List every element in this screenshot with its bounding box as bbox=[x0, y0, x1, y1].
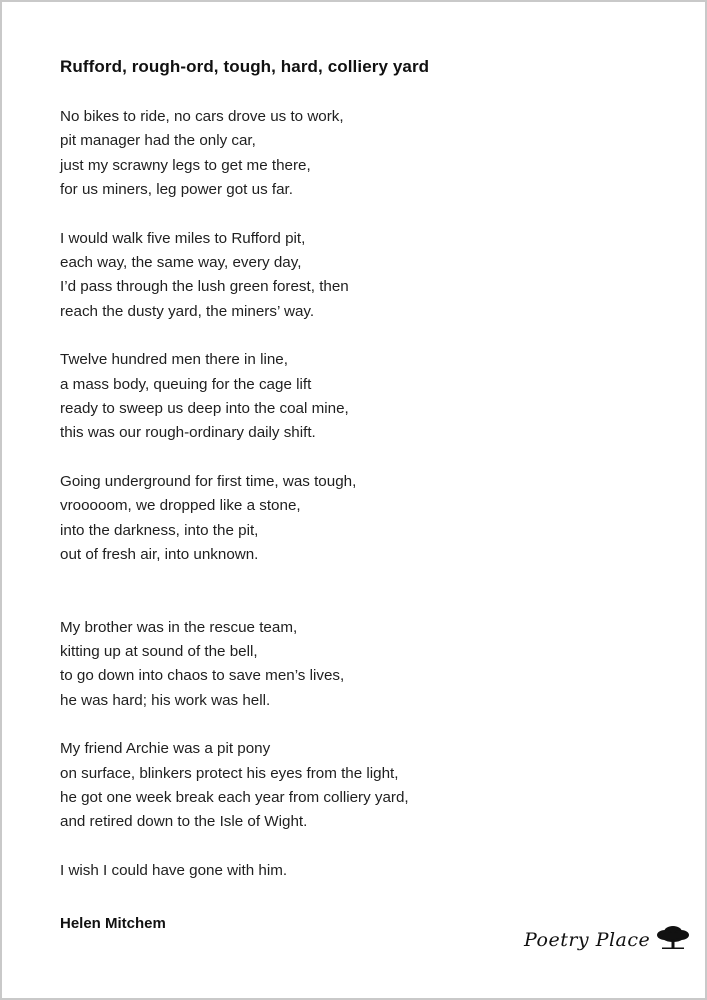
poem-line: reach the dusty yard, the miners’ way. bbox=[60, 302, 315, 320]
poem-line: each way, the same way, every day, bbox=[60, 254, 302, 272]
poem-line: Twelve hundred men there in line, bbox=[60, 351, 288, 369]
poem-line: I would walk five miles to Rufford pit, bbox=[60, 229, 306, 247]
poem-line: ready to sweep us deep into the coal mine, bbox=[60, 400, 349, 418]
poem-line: into the darkness, into the pit, bbox=[60, 521, 259, 539]
stanza bbox=[60, 348, 660, 446]
poem-line: just my scrawny legs to get me there, bbox=[60, 156, 311, 174]
poem-line: he got one week break each year from colliery yard, bbox=[60, 788, 409, 806]
poem-line: I wish I could have gone with him. bbox=[60, 861, 288, 879]
stanza bbox=[60, 470, 660, 568]
poem-line: he was hard; his work was hell. bbox=[60, 691, 271, 709]
poem-line: for us miners, leg power got us far. bbox=[60, 181, 293, 199]
poem-line: Going underground for first time, was tough, bbox=[60, 472, 357, 490]
poem-line: pit manager had the only car, bbox=[60, 132, 256, 150]
stanza bbox=[60, 737, 660, 835]
tree-icon bbox=[656, 924, 690, 955]
poem-line: on surface, blinkers protect his eyes from the light, bbox=[60, 764, 399, 782]
poem-body bbox=[60, 105, 660, 907]
poem-line: My brother was in the rescue team, bbox=[60, 618, 298, 636]
poem-line: I’d pass through the lush green forest, then bbox=[60, 278, 349, 296]
poetry-place-logo bbox=[524, 924, 690, 955]
poem-line: vrooooom, we dropped like a stone, bbox=[60, 497, 301, 515]
poem-line: to go down into chaos to save men’s lives, bbox=[60, 667, 345, 685]
poem-line: a mass body, queuing for the cage lift bbox=[60, 375, 312, 393]
stanza bbox=[60, 616, 660, 714]
poem-line: kitting up at sound of the bell, bbox=[60, 642, 258, 660]
poem-line: out of fresh air, into unknown. bbox=[60, 546, 259, 564]
poem-title: Rufford, rough-ord, tough, hard, colliery yard bbox=[60, 57, 430, 76]
poem-line: My friend Archie was a pit pony bbox=[60, 740, 271, 758]
stanza bbox=[60, 859, 660, 883]
stanza bbox=[60, 227, 660, 325]
poem-line: this was our rough-ordinary daily shift. bbox=[60, 424, 316, 442]
author-name: Helen Mitchem bbox=[60, 915, 166, 932]
logo-text: Poetry Place bbox=[524, 928, 651, 951]
poem-line: and retired down to the Isle of Wight. bbox=[60, 813, 308, 831]
stanza bbox=[60, 105, 660, 203]
poem-line: No bikes to ride, no cars drove us to work, bbox=[60, 108, 344, 125]
